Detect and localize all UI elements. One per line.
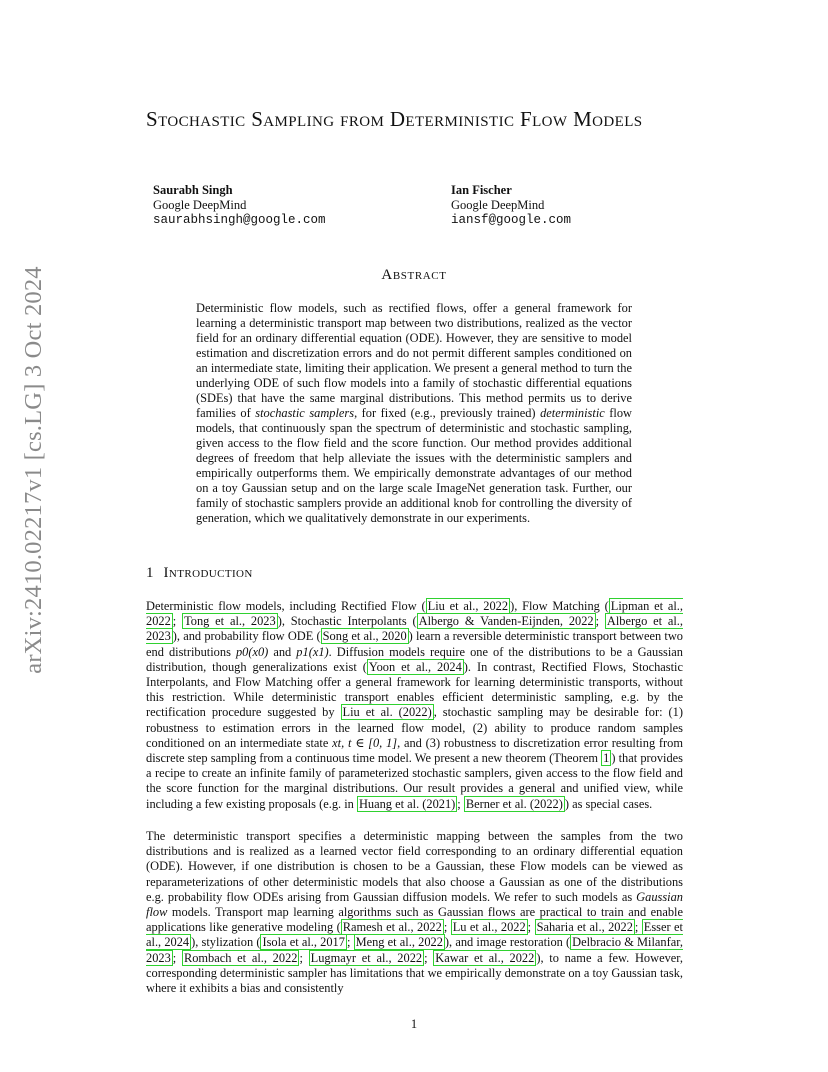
section-heading <box>146 565 253 582</box>
citation-link[interactable]: Albergo & Vanden-Eijnden, 2022 <box>418 614 594 629</box>
text-run: ) that provides a recipe to create an infinite family of parameterized stochastic samplers, given access to the flow field and the score function for the marginal distributions. Our result provides a general and unified view, while including a few existing proposals (e.g. in <box>146 751 683 811</box>
citation-link[interactable]: Albergo et al., 2023 <box>146 614 683 644</box>
text-run: Deterministic flow models, including Rectified Flow ( <box>146 599 426 613</box>
citation-link[interactable]: Lu et al., 2022 <box>452 920 526 935</box>
citation-link[interactable]: Huang et al. (2021) <box>358 796 456 811</box>
text-run: ; <box>172 950 182 965</box>
text-run: , and (3) robustness to discretization error resulting from discrete step sampling from a continuous time model. We present a new theorem (Theorem <box>146 735 684 766</box>
citation-link[interactable]: Ramesh et al., 2022 <box>342 920 442 935</box>
citation-link[interactable]: Delbracio & Milanfar, 2023 <box>146 935 683 965</box>
text-run: ; <box>424 950 434 965</box>
text-run: and <box>268 644 297 659</box>
text-run: flow models, that continuously span the spectrum of deterministic and stochastic sampling, given access to the flow field and the score function. Our method provides additional degrees of freedom that help alleviate the issues with the deterministic samplers and empirically outperforms them. We empirically demonstrate advantages of our method on a toy Gaussian setup and on the large scale ImageNet generation task. Further, our family of stochastic samplers provide an additional knob for controlling the diversity of generation, which we qualitatively demonstrate in our experiments. <box>196 406 632 525</box>
text-run: ) as special cases. <box>564 796 653 811</box>
citation-link[interactable]: Yoon et al., 2024 <box>368 659 462 674</box>
author-block-2 <box>451 183 571 228</box>
abstract-text <box>196 301 632 526</box>
author-affiliation: Google DeepMind <box>451 198 545 212</box>
text-run: ), stylization ( <box>191 935 261 950</box>
text-run: , stochastic sampling may be desirable for: (1) robustness to estimation errors in the learned flow model, (2) ability to produce random samples conditioned on an intermediate state <box>146 705 683 750</box>
section-title: Introduction <box>163 565 253 581</box>
arxiv-identifier: arXiv:2410.02217v1 [cs.LG] 3 Oct 2024 <box>20 266 47 674</box>
intro-paragraph-1 <box>146 599 683 812</box>
text-run: The deterministic transport specifies a deterministic mapping between the samples from the two distributions and is realized as a learned vector field corresponding to an ordinary differential equation (ODE). However, if one distribution is chosen to be a Gaussian, these Flow models can be viewed as reparameterizations of other deterministic models that also choose a Gaussian as one of the distributions e.g. probability flow ODEs arising from Gaussian diffusion models. We refer to such models as <box>146 829 683 904</box>
intro-paragraph-2 <box>146 829 683 996</box>
text-run: ; <box>346 935 354 950</box>
text-run: ), Stochastic Interpolants ( <box>277 614 417 629</box>
text-run: models. Transport map learning algorithms such as Gaussian flows are practical to train and enable applications like generative modeling ( <box>146 905 683 935</box>
citation-link[interactable]: Berner et al. (2022) <box>465 796 563 811</box>
emphasis: stochastic samplers <box>255 406 355 420</box>
text-run: ; <box>634 920 642 935</box>
author-affiliation: Google DeepMind <box>153 198 247 212</box>
citation-link[interactable]: Isola et al., 2017 <box>262 935 345 950</box>
text-run: ; <box>443 920 451 935</box>
citation-link[interactable]: Lugmayr et al., 2022 <box>310 950 423 965</box>
theorem-link[interactable]: 1 <box>603 751 610 766</box>
text-run: ; <box>172 614 183 629</box>
text-run: ) learn a reversible deterministic transport between two end distributions <box>146 629 683 659</box>
text-run: , for fixed (e.g., previously trained) <box>354 406 541 420</box>
citation-link[interactable]: Rombach et al., 2022 <box>183 950 298 965</box>
author-block-1 <box>153 183 326 228</box>
text-run: ; <box>527 920 535 935</box>
citation-link[interactable]: Song et al., 2020 <box>322 629 407 644</box>
abstract-heading: Abstract <box>381 267 447 283</box>
paper-title: Stochastic Sampling from Deterministic Flow Models <box>146 107 643 131</box>
citation-link[interactable]: Esser et al., 2024 <box>146 920 683 950</box>
citation-link[interactable]: Lipman et al., 2022 <box>146 599 683 629</box>
text-run: . Diffusion models require one of the distributions to be a Gaussian distribution, though generalizations exist ( <box>146 644 683 674</box>
emphasis: Gaussian flow <box>146 889 683 920</box>
math-inline: xt, t ∈ [0, 1] <box>332 735 398 750</box>
text-run: ), and image restoration ( <box>444 935 571 950</box>
author-email[interactable]: iansf@google.com <box>451 213 572 227</box>
text-run: Deterministic flow models, such as rectified flows, offer a general framework for learning a deterministic transport map between two distributions, realized as the vector field for an ordinary differential equation (ODE). However, they are sensitive to model estimation and discretization errors and do not permit different samples conditioned on an intermediate state, limiting their application. We present a general method to turn the underlying ODE of such flow models into a family of stochastic differential equations (SDEs) that have the same marginal distributions. This method permits us to derive families of <box>196 301 632 420</box>
emphasis: deterministic <box>540 406 605 420</box>
citation-link[interactable]: Liu et al. (2022) <box>342 705 432 720</box>
text-run: ), to name a few. However, corresponding deterministic sampler has limitations that we empirically demonstrate on a toy Gaussian task, where it exhibits a bias and consistently <box>146 950 683 996</box>
math-inline: p0(x0) <box>235 644 269 659</box>
citation-link[interactable]: Liu et al., 2022 <box>427 599 509 613</box>
text-run: ; <box>299 950 309 965</box>
arxiv-sidebar-stamp <box>12 266 56 674</box>
text-run: ). In contrast, Rectified Flows, Stochastic Interpolants, and Flow Matching offer a general framework for learning deterministic transports, without this restriction. While deterministic transport enables efficient deterministic sampling, e.g. by the rectification procedure suggested by <box>146 659 684 720</box>
text-run: ), and probability flow ODE ( <box>172 629 321 644</box>
page-number: 1 <box>410 1017 418 1031</box>
citation-link[interactable]: Tong et al., 2023 <box>184 614 276 629</box>
text-run: ; <box>457 796 464 811</box>
author-name: Ian Fischer <box>451 183 512 197</box>
section-number: 1 <box>146 565 154 581</box>
citation-link[interactable]: Saharia et al., 2022 <box>536 920 633 935</box>
author-email[interactable]: saurabhsingh@google.com <box>153 213 326 227</box>
author-name: Saurabh Singh <box>153 183 233 197</box>
math-inline: p1(x1) <box>296 644 329 659</box>
citation-link[interactable]: Kawar et al., 2022 <box>435 950 535 965</box>
citation-link[interactable]: Meng et al., 2022 <box>355 935 443 950</box>
text-run: ; <box>595 614 605 629</box>
text-run: ), Flow Matching ( <box>510 599 609 613</box>
